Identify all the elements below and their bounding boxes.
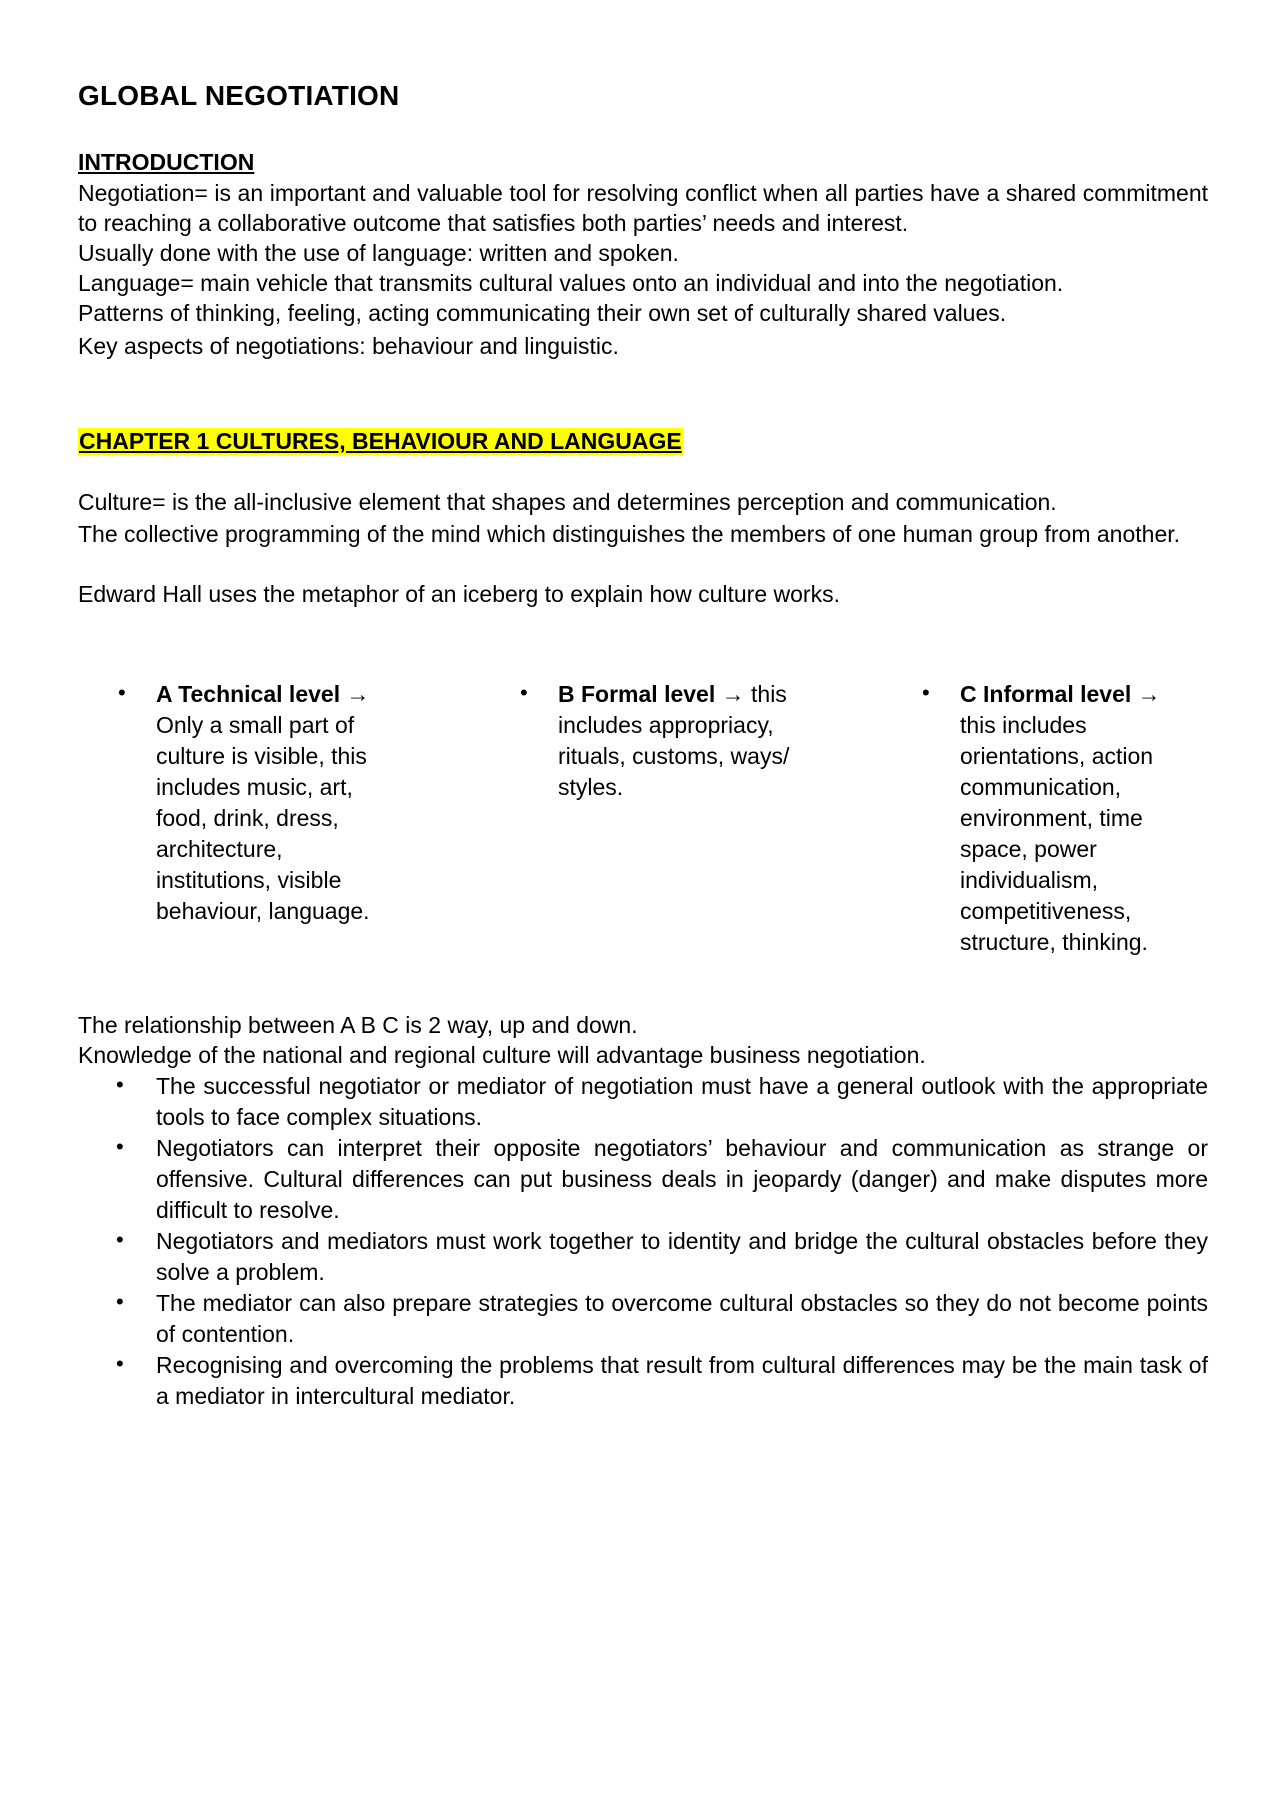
list-item-text: Negotiators can interpret their opposite negotiators’ behaviour and communication as strange or offensive. Cultural differences can put business deals in jeopardy (danger) and make disputes more difficult to resolve.: [156, 1135, 1208, 1223]
bullet-icon: •: [116, 1227, 124, 1252]
list-item-text: The successful negotiator or mediator of negotiation must have a general outlook with the appropriate tools to face complex situations.: [156, 1073, 1208, 1130]
bullet-icon: •: [922, 680, 930, 705]
intro-line-2: Usually done with the use of language: written and spoken.: [78, 240, 679, 266]
list-item: [78, 1133, 1208, 1226]
list-item: [78, 1288, 1208, 1350]
intro-line-3: Language= main vehicle that transmits cultural values onto an individual and into the negotiation.: [78, 270, 1064, 296]
bullet-icon: •: [116, 1072, 124, 1097]
bullet-icon: •: [116, 1351, 124, 1376]
list-item-text: Recognising and overcoming the problems that result from cultural differences may be the main task of a mediator in intercultural mediator.: [156, 1352, 1208, 1409]
chapter-line-2: The collective programming of the mind which distinguishes the members of one human group from another.: [78, 521, 1181, 547]
level-formal: [520, 679, 798, 803]
bullet-icon: •: [520, 680, 528, 705]
bullet-icon: •: [118, 680, 126, 705]
level-label: C Informal level →: [960, 681, 1161, 707]
level-label: B Formal level →: [558, 681, 745, 707]
after-line-2: Knowledge of the national and regional culture will advantage business negotiation.: [78, 1042, 926, 1068]
introduction-heading: INTRODUCTION: [78, 149, 255, 175]
level-text: this includes appropriacy, rituals, customs, ways/ styles.: [558, 681, 790, 800]
intro-line-5: Key aspects of negotiations: behaviour and linguistic.: [78, 333, 619, 359]
list-item: [78, 1226, 1208, 1288]
list-item: [78, 1071, 1208, 1133]
culture-levels: [78, 679, 1208, 959]
list-item: [78, 1350, 1208, 1412]
chapter-bullet-list: [78, 1071, 1208, 1412]
chapter-line-1: Culture= is the all-inclusive element that shapes and determines perception and communication.: [78, 489, 1057, 515]
level-text: this includes orientations, action communication, environment, time space, power individualism, competitiveness, structure, thinking.: [960, 712, 1154, 955]
list-item-text: Negotiators and mediators must work together to identity and bridge the cultural obstacles before they solve a problem.: [156, 1228, 1208, 1285]
intro-line-4: Patterns of thinking, feeling, acting communicating their own set of culturally shared values.: [78, 300, 1007, 326]
bullet-icon: •: [116, 1134, 124, 1159]
level-label: A Technical level →: [156, 681, 370, 707]
bullet-icon: •: [116, 1289, 124, 1314]
chapter-line-3: Edward Hall uses the metaphor of an iceberg to explain how culture works.: [78, 581, 840, 607]
level-technical: [118, 679, 396, 927]
list-item-text: The mediator can also prepare strategies to overcome cultural obstacles so they do not become points of contention.: [156, 1290, 1208, 1347]
document-title: GLOBAL NEGOTIATION: [78, 80, 400, 111]
level-informal: [922, 679, 1200, 958]
intro-line-1: Negotiation= is an important and valuable tool for resolving conflict when all parties have a shared commitment to reaching a collaborative outcome that satisfies both parties’ needs and interest.: [78, 180, 1208, 236]
after-line-1: The relationship between A B C is 2 way, up and down.: [78, 1012, 638, 1038]
chapter-1-heading: CHAPTER 1 CULTURES, BEHAVIOUR AND LANGUAGE: [79, 428, 682, 454]
level-text: Only a small part of culture is visible, this includes music, art, food, drink, dress, architecture, institutions, visible behaviour, language.: [156, 712, 370, 924]
